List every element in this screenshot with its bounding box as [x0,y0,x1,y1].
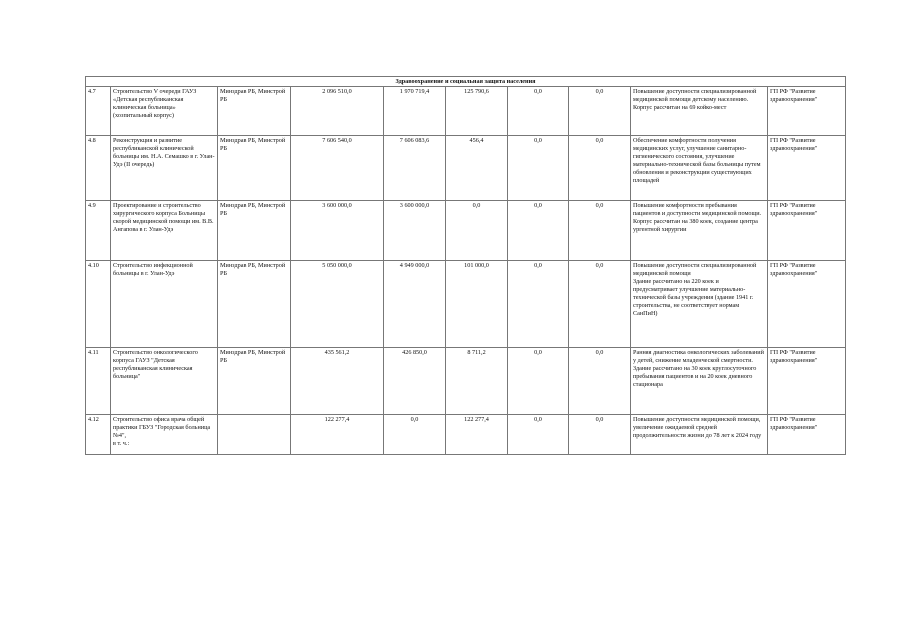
state-program: ГП РФ "Развитие здравоохранения" [768,136,846,201]
row-number: 4.11 [86,348,111,415]
funding-value: 0,0 [569,415,631,455]
funding-value: 8 711,2 [446,348,508,415]
funding-value: 0,0 [508,136,569,201]
customer [218,415,291,455]
funding-value: 0,0 [508,261,569,348]
state-program: ГП РФ "Развитие здравоохранения" [768,348,846,415]
funding-value: 0,0 [508,415,569,455]
customer: Минздрав РБ, Минстрой РБ [218,87,291,136]
funding-value: 0,0 [569,201,631,261]
funding-value: 0,0 [446,201,508,261]
expected-result: Повышение комфортности пребывания пациентов и доступности медицинской помощи. Корпус рассчитан на 380 коек, создание центра ургентной хирургии [631,201,768,261]
table-row [86,87,846,136]
funding-value: 3 600 000,0 [384,201,446,261]
expected-result: Повышение доступности специализированной медицинской помощи детскому населению. Корпус рассчитан на 69 койко-мест [631,87,768,136]
funding-value: 0,0 [569,87,631,136]
row-number: 4.12 [86,415,111,455]
row-number: 4.8 [86,136,111,201]
customer: Минздрав РБ, Минстрой РБ [218,261,291,348]
project-name: Строительство онкологического корпуса ГАУЗ "Детская республиканская клиническая больница" [111,348,218,415]
total-cost: 5 050 000,0 [291,261,384,348]
funding-value: 0,0 [508,201,569,261]
total-cost: 435 561,2 [291,348,384,415]
funding-value: 0,0 [569,261,631,348]
funding-value: 7 606 083,6 [384,136,446,201]
table-row [86,348,846,415]
investment-table [85,76,846,455]
section-header: Здравоохранение и социальная защита населения [86,77,846,87]
state-program: ГП РФ "Развитие здравоохранения" [768,87,846,136]
funding-value: 0,0 [569,136,631,201]
project-name: Проектирование и строительство хирургического корпуса Больницы скорой медицинской помощи им. В.В. Ангапова в г. Улан-Удэ [111,201,218,261]
table-row [86,415,846,455]
expected-result: Повышение доступности специализированной медицинской помощи Здание рассчитано на 220 коек и предусматривает улучшение материально-технической базы учреждения (здание 1941 г. строительства, не соответствует нормам СанПиН) [631,261,768,348]
total-cost: 7 606 540,0 [291,136,384,201]
total-cost: 2 096 510,0 [291,87,384,136]
state-program: ГП РФ "Развитие здравоохранения" [768,261,846,348]
project-name: Строительство офиса врача общей практики ГБУЗ "Городская больница №4", в т. ч.: [111,415,218,455]
funding-value: 0,0 [508,348,569,415]
customer: Минздрав РБ, Минстрой РБ [218,201,291,261]
table-row [86,261,846,348]
funding-value: 4 949 000,0 [384,261,446,348]
customer: Минздрав РБ, Минстрой РБ [218,348,291,415]
funding-value: 122 277,4 [446,415,508,455]
project-name: Реконструкция и развитие республиканской клинической больницы им. Н.А. Семашко в г. Улан-Удэ (II очередь) [111,136,218,201]
project-name: Строительство инфекционной больницы в г. Улан-Удэ [111,261,218,348]
funding-value: 0,0 [384,415,446,455]
funding-value: 0,0 [569,348,631,415]
row-number: 4.7 [86,87,111,136]
table-row [86,136,846,201]
project-name: Строительство V очереди ГАУЗ «Детская республиканская клиническая больница» (хозпитальный корпус) [111,87,218,136]
total-cost: 3 600 000,0 [291,201,384,261]
state-program: ГП РФ "Развитие здравоохранения" [768,415,846,455]
customer: Минздрав РБ, Минстрой РБ [218,136,291,201]
row-number: 4.10 [86,261,111,348]
expected-result: Повышение доступности медицинской помощи, увеличение ожидаемой средней продолжительности жизни до 78 лет к 2024 году [631,415,768,455]
row-number: 4.9 [86,201,111,261]
state-program: ГП РФ "Развитие здравоохранения" [768,201,846,261]
table-row [86,201,846,261]
funding-value: 0,0 [508,87,569,136]
funding-value: 101 000,0 [446,261,508,348]
expected-result: Обеспечение комфортности получения медицинских услуг, улучшение санитарно-гигиенического состояния, улучшение материально-технической базы больницы путем обновления и реконструкции существующих площадей [631,136,768,201]
funding-value: 1 970 719,4 [384,87,446,136]
funding-value: 125 790,6 [446,87,508,136]
expected-result: Ранняя диагностика онкологических заболеваний у детей, снижение младенческой смертности. Здание рассчитано на 30 коек круглосуточного пребывания пациентов и на 20 коек дневного стационара [631,348,768,415]
funding-value: 456,4 [446,136,508,201]
total-cost: 122 277,4 [291,415,384,455]
funding-value: 426 850,0 [384,348,446,415]
